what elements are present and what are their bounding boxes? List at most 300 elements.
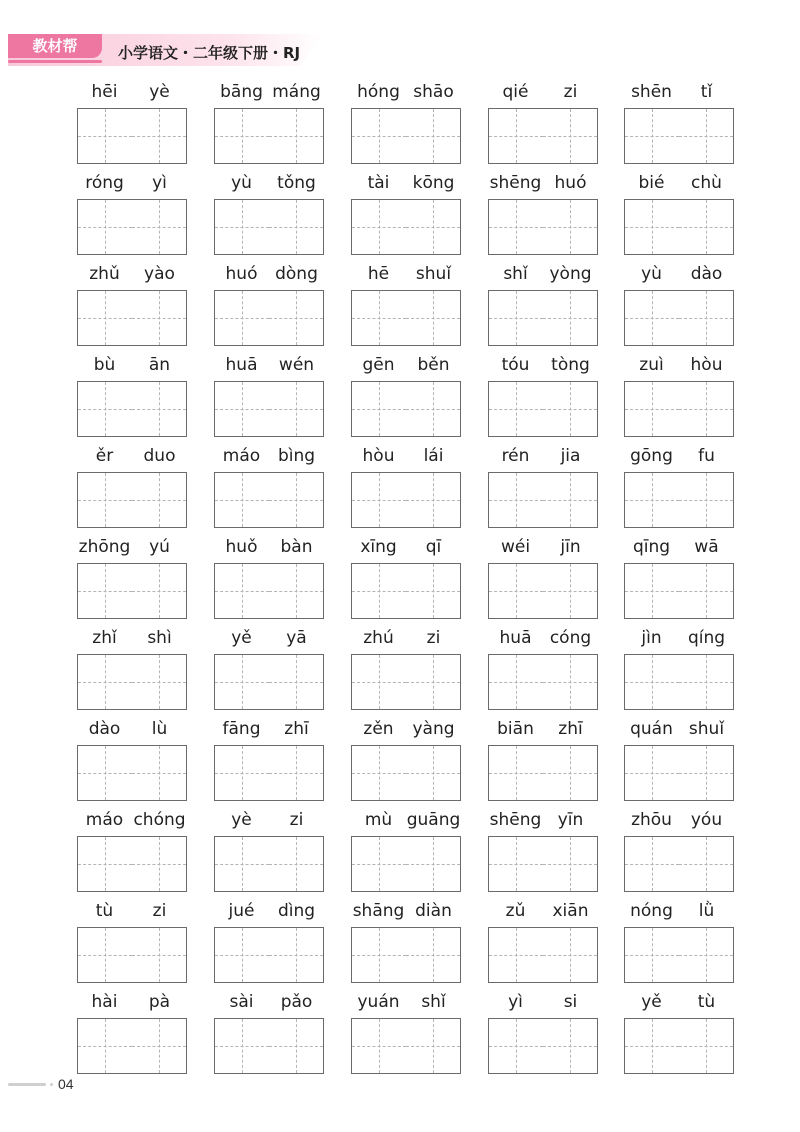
pinyin-row (624, 899, 734, 923)
tianzige-box[interactable] (132, 745, 187, 801)
pinyin-syllable: cóng (549, 628, 592, 648)
pinyin-syllable: tǐ (700, 82, 713, 102)
tianzige-box[interactable] (679, 199, 734, 255)
tianzige-box[interactable] (406, 745, 461, 801)
tianzige-box[interactable] (624, 472, 680, 528)
word-cell (77, 262, 187, 350)
pinyin-row (488, 990, 598, 1014)
word-cell (624, 171, 734, 259)
word-cell (351, 717, 461, 805)
pinyin-syllable: gōng (630, 446, 673, 466)
word-cell (488, 171, 598, 259)
pinyin-syllable: dòng (275, 264, 318, 284)
writing-boxes (488, 108, 598, 163)
writing-boxes (624, 381, 734, 436)
tianzige-box[interactable] (679, 745, 734, 801)
pinyin-syllable: xīng (360, 537, 397, 557)
word-cell (77, 990, 187, 1078)
pinyin-syllable: sài (229, 992, 254, 1012)
tianzige-box[interactable] (406, 381, 461, 437)
tianzige-box[interactable] (351, 472, 407, 528)
tianzige-box[interactable] (214, 290, 270, 346)
pinyin-row (214, 262, 324, 286)
tianzige-box[interactable] (132, 927, 187, 983)
tianzige-box[interactable] (406, 927, 461, 983)
page-number: 04 (58, 1076, 74, 1092)
tianzige-box[interactable] (543, 381, 598, 437)
tianzige-box[interactable] (488, 290, 544, 346)
writing-boxes (77, 472, 187, 527)
writing-boxes (214, 290, 324, 345)
tianzige-box[interactable] (351, 836, 407, 892)
writing-boxes (77, 563, 187, 618)
tianzige-box[interactable] (77, 563, 133, 619)
tianzige-box[interactable] (132, 472, 187, 528)
pinyin-syllable: yě (641, 992, 662, 1012)
pinyin-syllable: yè (149, 82, 170, 102)
tianzige-box[interactable] (214, 472, 270, 528)
word-cell (351, 808, 461, 896)
writing-boxes (488, 745, 598, 800)
word-cell (77, 353, 187, 441)
pinyin-syllable: tù (697, 992, 716, 1012)
pinyin-row (214, 353, 324, 377)
pinyin-row (351, 353, 461, 377)
tianzige-box[interactable] (488, 654, 544, 710)
pinyin-row (488, 444, 598, 468)
pinyin-syllable: yā (286, 628, 307, 648)
writing-boxes (77, 1018, 187, 1073)
pinyin-syllable: zhǔ (89, 264, 120, 284)
pinyin-syllable: huā (225, 355, 258, 375)
pinyin-syllable: yàng (412, 719, 455, 739)
pinyin-row (77, 80, 187, 104)
tianzige-box[interactable] (269, 927, 324, 983)
pinyin-syllable: bàn (280, 537, 313, 557)
pinyin-syllable: bié (638, 173, 665, 193)
pinyin-syllable: duo (143, 446, 176, 466)
tianzige-box[interactable] (351, 654, 407, 710)
writing-boxes (77, 836, 187, 891)
tianzige-box[interactable] (132, 290, 187, 346)
word-cell (488, 353, 598, 441)
tianzige-box[interactable] (624, 199, 680, 255)
pinyin-row (214, 717, 324, 741)
pinyin-syllable: zhǐ (92, 628, 117, 648)
pinyin-row (351, 535, 461, 559)
pinyin-syllable: yóu (690, 810, 723, 830)
pinyin-syllable: tài (367, 173, 390, 193)
tianzige-box[interactable] (543, 290, 598, 346)
writing-boxes (77, 199, 187, 254)
tianzige-box[interactable] (77, 745, 133, 801)
writing-boxes (624, 199, 734, 254)
tianzige-box[interactable] (269, 836, 324, 892)
writing-boxes (488, 563, 598, 618)
tianzige-box[interactable] (679, 472, 734, 528)
pinyin-row (77, 899, 187, 923)
pinyin-syllable: yīn (557, 810, 584, 830)
tianzige-box[interactable] (624, 108, 680, 164)
writing-boxes (214, 1018, 324, 1073)
tianzige-box[interactable] (351, 290, 407, 346)
writing-boxes (488, 199, 598, 254)
pinyin-row (214, 990, 324, 1014)
word-cell (351, 262, 461, 350)
tianzige-box[interactable] (543, 563, 598, 619)
pinyin-syllable: yù (641, 264, 662, 284)
pinyin-syllable: yě (231, 628, 252, 648)
pinyin-row (77, 535, 187, 559)
tianzige-box[interactable] (77, 836, 133, 892)
tianzige-box[interactable] (214, 199, 270, 255)
tianzige-box[interactable] (406, 1018, 461, 1074)
tianzige-box[interactable] (488, 381, 544, 437)
pinyin-syllable: diàn (415, 901, 452, 921)
pinyin-row (214, 899, 324, 923)
pinyin-syllable: qī (425, 537, 442, 557)
tianzige-box[interactable] (77, 199, 133, 255)
tianzige-box[interactable] (488, 836, 544, 892)
tianzige-box[interactable] (269, 108, 324, 164)
writing-boxes (624, 836, 734, 891)
word-cell (77, 626, 187, 714)
tianzige-box[interactable] (624, 381, 680, 437)
pinyin-syllable: qié (502, 82, 529, 102)
pinyin-syllable: yè (231, 810, 252, 830)
tianzige-box[interactable] (351, 1018, 407, 1074)
writing-boxes (214, 927, 324, 982)
pinyin-row (351, 899, 461, 923)
writing-boxes (77, 381, 187, 436)
tianzige-box[interactable] (624, 563, 680, 619)
tianzige-box[interactable] (406, 563, 461, 619)
pinyin-row (624, 171, 734, 195)
word-cell (214, 171, 324, 259)
tianzige-box[interactable] (214, 654, 270, 710)
writing-boxes (488, 927, 598, 982)
writing-boxes (214, 836, 324, 891)
pinyin-syllable: yào (144, 264, 175, 284)
writing-boxes (351, 745, 461, 800)
pinyin-row (624, 717, 734, 741)
pinyin-syllable: hē (367, 264, 390, 284)
pinyin-syllable: lǜ (698, 901, 715, 921)
tianzige-box[interactable] (488, 472, 544, 528)
pinyin-syllable: zhōng (78, 537, 131, 557)
tianzige-box[interactable] (543, 108, 598, 164)
word-cell (351, 899, 461, 987)
pinyin-syllable: zuì (639, 355, 664, 375)
tianzige-box[interactable] (269, 745, 324, 801)
tianzige-box[interactable] (543, 1018, 598, 1074)
writing-boxes (351, 381, 461, 436)
tianzige-box[interactable] (269, 654, 324, 710)
pinyin-syllable: shēng (489, 173, 542, 193)
pinyin-syllable: ěr (95, 446, 114, 466)
tianzige-box[interactable] (543, 836, 598, 892)
pinyin-syllable: nóng (630, 901, 673, 921)
tianzige-box[interactable] (77, 108, 133, 164)
pinyin-row (214, 535, 324, 559)
word-cell (624, 899, 734, 987)
word-cell (488, 990, 598, 1078)
writing-boxes (624, 108, 734, 163)
pinyin-syllable: jué (228, 901, 255, 921)
tianzige-box[interactable] (214, 927, 270, 983)
pinyin-syllable: shēng (489, 810, 542, 830)
word-cell (214, 717, 324, 805)
word-cell (624, 717, 734, 805)
writing-boxes (351, 472, 461, 527)
writing-boxes (214, 745, 324, 800)
pinyin-syllable: kōng (412, 173, 455, 193)
pinyin-syllable: huǒ (225, 537, 258, 557)
pinyin-syllable: huā (499, 628, 532, 648)
tianzige-box[interactable] (543, 927, 598, 983)
pinyin-row (351, 990, 461, 1014)
tianzige-box[interactable] (269, 563, 324, 619)
pinyin-syllable: yù (231, 173, 252, 193)
tianzige-box[interactable] (679, 836, 734, 892)
tianzige-box[interactable] (679, 563, 734, 619)
writing-boxes (214, 472, 324, 527)
writing-boxes (214, 563, 324, 618)
pinyin-syllable: tǒng (277, 173, 316, 193)
writing-boxes (77, 108, 187, 163)
tianzige-box[interactable] (214, 836, 270, 892)
pinyin-row (214, 808, 324, 832)
tianzige-box[interactable] (406, 654, 461, 710)
tianzige-box[interactable] (624, 1018, 680, 1074)
pinyin-syllable: tòng (551, 355, 590, 375)
pinyin-row (77, 171, 187, 195)
tianzige-box[interactable] (543, 472, 598, 528)
pinyin-syllable: dìng (277, 901, 316, 921)
tianzige-box[interactable] (624, 745, 680, 801)
pinyin-syllable: zi (289, 810, 304, 830)
pinyin-syllable: shēn (631, 82, 672, 102)
pinyin-row (351, 171, 461, 195)
word-cell (488, 262, 598, 350)
word-cell (214, 262, 324, 350)
pinyin-syllable: tóu (501, 355, 530, 375)
tianzige-box[interactable] (679, 927, 734, 983)
tianzige-box[interactable] (132, 836, 187, 892)
tianzige-box[interactable] (214, 745, 270, 801)
writing-boxes (77, 927, 187, 982)
tianzige-box[interactable] (77, 654, 133, 710)
tianzige-box[interactable] (351, 563, 407, 619)
pinyin-row (624, 262, 734, 286)
tianzige-box[interactable] (77, 472, 133, 528)
tianzige-box[interactable] (351, 108, 407, 164)
writing-boxes (624, 472, 734, 527)
tianzige-box[interactable] (269, 290, 324, 346)
tianzige-box[interactable] (543, 745, 598, 801)
word-cell (488, 899, 598, 987)
pinyin-syllable: shuǐ (415, 264, 452, 284)
footer-bar (8, 1083, 46, 1086)
pinyin-syllable: yì (508, 992, 523, 1012)
tianzige-box[interactable] (488, 108, 544, 164)
pinyin-syllable: róng (85, 173, 124, 193)
writing-boxes (624, 290, 734, 345)
tianzige-box[interactable] (624, 654, 680, 710)
pinyin-row (77, 626, 187, 650)
pinyin-syllable: zi (426, 628, 441, 648)
pinyin-syllable: biān (497, 719, 534, 739)
tianzige-box[interactable] (543, 199, 598, 255)
pinyin-syllable: qīng (632, 537, 671, 557)
tianzige-box[interactable] (488, 927, 544, 983)
tianzige-box[interactable] (488, 563, 544, 619)
tianzige-box[interactable] (624, 927, 680, 983)
pinyin-syllable: yuán (357, 992, 400, 1012)
tianzige-box[interactable] (679, 1018, 734, 1074)
pinyin-row (214, 171, 324, 195)
word-cell (488, 626, 598, 714)
tianzige-box[interactable] (351, 381, 407, 437)
pinyin-row (488, 808, 598, 832)
pinyin-syllable: běn (417, 355, 450, 375)
word-cell (77, 808, 187, 896)
pinyin-row (488, 535, 598, 559)
tianzige-box[interactable] (679, 654, 734, 710)
tianzige-box[interactable] (214, 1018, 270, 1074)
word-cell (214, 626, 324, 714)
tianzige-box[interactable] (132, 199, 187, 255)
word-cell (77, 717, 187, 805)
pinyin-syllable: huó (554, 173, 587, 193)
pinyin-syllable: jìn (641, 628, 662, 648)
word-cell (77, 899, 187, 987)
word-cell (351, 80, 461, 168)
tianzige-box[interactable] (679, 108, 734, 164)
tianzige-box[interactable] (351, 745, 407, 801)
word-cell (624, 262, 734, 350)
pinyin-syllable: fāng (222, 719, 261, 739)
word-cell (351, 171, 461, 259)
pinyin-syllable: hài (91, 992, 118, 1012)
pinyin-row (77, 808, 187, 832)
tianzige-box[interactable] (77, 927, 133, 983)
pinyin-syllable: hóng (357, 82, 400, 102)
word-cell (624, 535, 734, 623)
writing-boxes (351, 654, 461, 709)
tianzige-box[interactable] (624, 290, 680, 346)
tianzige-box[interactable] (488, 1018, 544, 1074)
pinyin-syllable: chóng (133, 810, 186, 830)
tianzige-box[interactable] (132, 108, 187, 164)
tianzige-box[interactable] (679, 381, 734, 437)
pinyin-row (351, 262, 461, 286)
pinyin-row (351, 444, 461, 468)
pinyin-row (488, 717, 598, 741)
tianzige-box[interactable] (406, 836, 461, 892)
pinyin-row (214, 444, 324, 468)
tianzige-box[interactable] (543, 654, 598, 710)
pinyin-syllable: shì (147, 628, 172, 648)
tianzige-box[interactable] (679, 290, 734, 346)
tianzige-box[interactable] (488, 745, 544, 801)
pinyin-row (624, 808, 734, 832)
writing-boxes (488, 1018, 598, 1073)
pinyin-syllable: wéi (500, 537, 531, 557)
writing-boxes (488, 654, 598, 709)
tianzige-box[interactable] (406, 199, 461, 255)
word-cell (488, 80, 598, 168)
tianzige-box[interactable] (351, 199, 407, 255)
pinyin-row (488, 899, 598, 923)
tianzige-box[interactable] (132, 654, 187, 710)
pinyin-syllable: wén (278, 355, 315, 375)
pinyin-syllable: shāo (413, 82, 454, 102)
pinyin-syllable: máng (272, 82, 321, 102)
pinyin-row (351, 626, 461, 650)
word-cell (77, 535, 187, 623)
tianzige-box[interactable] (406, 290, 461, 346)
pinyin-syllable: pǎo (280, 992, 313, 1012)
tianzige-box[interactable] (214, 563, 270, 619)
tianzige-box[interactable] (77, 1018, 133, 1074)
pinyin-row (214, 80, 324, 104)
pinyin-syllable: yú (149, 537, 170, 557)
pinyin-row (488, 80, 598, 104)
pinyin-syllable: zhú (363, 628, 394, 648)
footer-dot (50, 1083, 53, 1086)
word-cell (214, 990, 324, 1078)
tianzige-box[interactable] (214, 108, 270, 164)
tianzige-box[interactable] (269, 472, 324, 528)
tianzige-box[interactable] (624, 836, 680, 892)
tianzige-box[interactable] (132, 381, 187, 437)
pinyin-syllable: zi (563, 82, 578, 102)
writing-boxes (351, 1018, 461, 1073)
pinyin-syllable: zhōu (631, 810, 672, 830)
word-cell (214, 899, 324, 987)
pinyin-row (77, 990, 187, 1014)
tianzige-box[interactable] (406, 472, 461, 528)
word-cell (624, 626, 734, 714)
tianzige-box[interactable] (269, 199, 324, 255)
pinyin-syllable: hòu (362, 446, 395, 466)
tianzige-box[interactable] (488, 199, 544, 255)
pinyin-syllable: shuǐ (688, 719, 725, 739)
tianzige-box[interactable] (269, 1018, 324, 1074)
pinyin-syllable: lù (151, 719, 168, 739)
tianzige-box[interactable] (77, 290, 133, 346)
tianzige-box[interactable] (132, 563, 187, 619)
word-cell (214, 808, 324, 896)
pinyin-syllable: dào (690, 264, 723, 284)
pinyin-syllable: chù (691, 173, 722, 193)
tianzige-box[interactable] (351, 927, 407, 983)
writing-boxes (488, 836, 598, 891)
writing-boxes (214, 108, 324, 163)
pinyin-syllable: lái (423, 446, 444, 466)
writing-boxes (351, 836, 461, 891)
tianzige-box[interactable] (406, 108, 461, 164)
tianzige-box[interactable] (269, 381, 324, 437)
brand-label: 教材帮 (8, 34, 102, 58)
pinyin-syllable: tù (95, 901, 114, 921)
tianzige-box[interactable] (132, 1018, 187, 1074)
pinyin-row (488, 171, 598, 195)
pinyin-syllable: shǐ (421, 992, 446, 1012)
tianzige-box[interactable] (77, 381, 133, 437)
tianzige-box[interactable] (214, 381, 270, 437)
